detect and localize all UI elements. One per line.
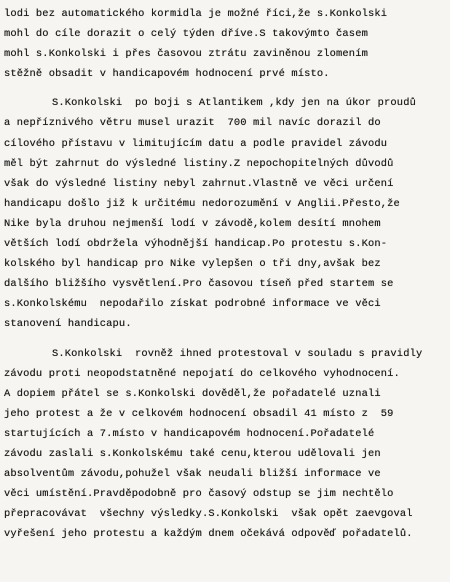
text-line: jeho protest a že v celkovém hodnocení obsadil 41 místo z 59	[4, 407, 394, 420]
text-line: mohl do cíle dorazit o celý týden dříve.S takovýmto časem	[4, 28, 368, 41]
text-line: Nike byla druhou nejmenší lodí v závodě,kolem desítí mnohem	[4, 217, 381, 230]
paragraph-gap	[0, 335, 450, 344]
text-line: však do výsledné listiny nebyl zahrnut.Vlastně ve věci určení	[4, 177, 394, 190]
text-line: přepracovávat všechny výsledky.S.Konkolski však opět zaevgoval	[4, 508, 413, 521]
text-line: A dopiem přátel se s.Konkolski dověděl,že pořadatelé uznali	[4, 387, 381, 400]
text-line: měl být zahrnut do výsledné listiny.Z nepochopitelných důvodů	[4, 157, 394, 170]
text-line: cílového přístavu v limitujícím datu a podle pravidel závodu	[4, 137, 388, 150]
paragraph-2	[0, 93, 450, 334]
text-line: handicapu došlo již k určitému nedorozumění v Anglii.Přesto,že	[4, 197, 400, 210]
text-line: s.Konkolskému nepodařilo získat podrobné informace ve věci	[4, 298, 381, 311]
paragraph-1	[0, 4, 450, 84]
paragraph-gap	[0, 84, 450, 93]
text-line: věci umístění.Pravděpodobně pro časový odstup se jim nechtělo	[4, 488, 394, 501]
text-line: závodu proti neopodstatněné nepojatí do celkového vyhodnocení.	[4, 367, 400, 380]
text-line: stanovení handicapu.	[4, 318, 132, 331]
text-line: mohl s.Konkolski i přes časovou ztrátu zaviněnou zlomením	[4, 48, 368, 61]
text-line: startujících a 7.místo v handicapovém hodnocení.Pořadatelé	[4, 427, 375, 440]
text-line: S.Konkolski rovněž ihned protestoval v souladu s pravidly	[52, 347, 423, 360]
text-line: S.Konkolski po boji s Atlantikem ,kdy jen na úkor proudů	[52, 97, 416, 110]
text-line: dalšího bližšího vysvětlení.Pro časovou tíseň před startem se	[4, 278, 394, 291]
text-line: vyřešení jeho protestu a každým dnem očekává odpověď pořadatelů.	[4, 528, 413, 541]
text-line: a nepříznivého větru musel urazit 700 mil navíc dorazil do	[4, 117, 381, 130]
text-line: lodi bez automatického kormidla je možné říci,že s.Konkolski	[4, 8, 388, 20]
text-line: absolventům závodu,pohužel však neudali bližší informace ve	[4, 468, 381, 481]
text-line: kolského byl handicap pro Nike vylepšen o tři dny,avšak bez	[4, 258, 381, 271]
paragraph-3	[0, 344, 450, 545]
text-line: větších lodí obdržela výhodnější handicap.Po protestu s.Kon-	[4, 238, 388, 251]
text-line: závodu zaslali s.Konkolskému také cenu,kterou udělovali jen	[4, 447, 381, 460]
text-line: stěžně obsadit v handicapovém hodnocení prvé místo.	[4, 68, 330, 81]
